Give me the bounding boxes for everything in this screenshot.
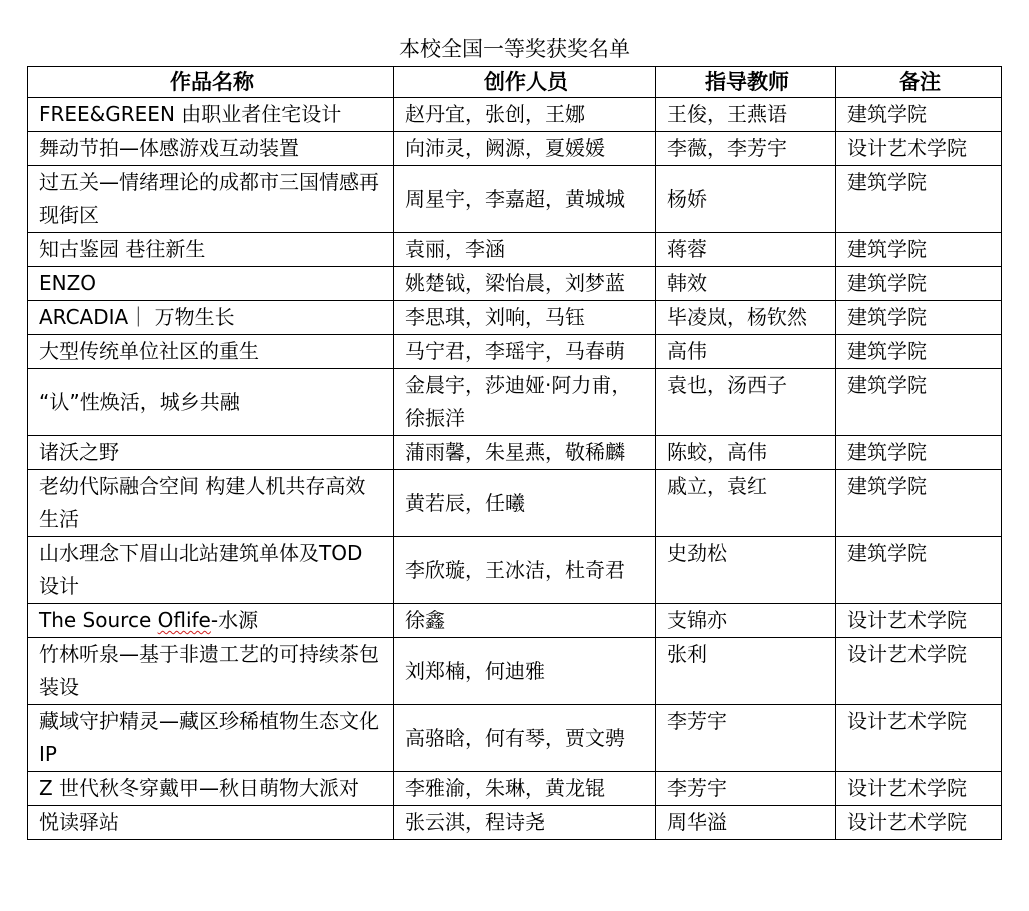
work-name-cell: 过五关—情绪理论的成都市三国情感再现街区 (28, 166, 394, 233)
note-cell: 建筑学院 (836, 301, 1002, 335)
work-name-cell: 舞动节拍—体感游戏互动装置 (28, 132, 394, 166)
creators-cell: 黄若辰，任曦 (394, 470, 656, 537)
note-cell: 建筑学院 (836, 436, 1002, 470)
creators-cell: 李欣璇，王冰洁，杜奇君 (394, 537, 656, 604)
table-header-row (28, 67, 1002, 98)
advisors-cell: 蒋蓉 (656, 233, 836, 267)
header-work-name: 作品名称 (28, 67, 394, 98)
creators-cell: 李思琪，刘响，马钰 (394, 301, 656, 335)
creators-cell: 高骆晗，何有琴，贾文骋 (394, 705, 656, 772)
work-name-cell: FREE&GREEN 由职业者住宅设计 (28, 98, 394, 132)
creators-cell: 李雅渝，朱琳，黄龙锟 (394, 772, 656, 806)
creators-cell: 徐鑫 (394, 604, 656, 638)
work-name-prefix: The Source (39, 608, 158, 632)
work-name-cell: 悦读驿站 (28, 806, 394, 840)
note-cell: 建筑学院 (836, 166, 1002, 233)
table-row (28, 369, 1002, 436)
work-name-cell: 诸沃之野 (28, 436, 394, 470)
note-cell: 设计艺术学院 (836, 772, 1002, 806)
table-row (28, 436, 1002, 470)
advisors-cell: 毕凌岚，杨钦然 (656, 301, 836, 335)
header-advisors: 指导教师 (656, 67, 836, 98)
note-cell: 建筑学院 (836, 267, 1002, 301)
table-row (28, 772, 1002, 806)
work-name-cell: 知古鉴园 巷往新生 (28, 233, 394, 267)
creators-cell: 袁丽，李涵 (394, 233, 656, 267)
work-name-cell: 山水理念下眉山北站建筑单体及TOD 设计 (28, 537, 394, 604)
table-row (28, 301, 1002, 335)
advisors-cell: 杨娇 (656, 166, 836, 233)
advisors-cell: 高伟 (656, 335, 836, 369)
work-name-cell: “认”性焕活，城乡共融 (28, 369, 394, 436)
work-name-cell: ENZO (28, 267, 394, 301)
table-row (28, 806, 1002, 840)
advisors-cell: 史劲松 (656, 537, 836, 604)
note-cell: 建筑学院 (836, 537, 1002, 604)
note-cell: 设计艺术学院 (836, 604, 1002, 638)
work-name-cell: 大型传统单位社区的重生 (28, 335, 394, 369)
advisors-cell: 支锦亦 (656, 604, 836, 638)
work-name-suffix: -水源 (210, 608, 259, 632)
work-name-cell: Z 世代秋冬穿戴甲—秋日萌物大派对 (28, 772, 394, 806)
note-cell: 设计艺术学院 (836, 806, 1002, 840)
table-row (28, 98, 1002, 132)
creators-cell: 张云淇，程诗尧 (394, 806, 656, 840)
work-name-cell: 藏域守护精灵—藏区珍稀植物生态文化 IP (28, 705, 394, 772)
advisors-cell: 陈蛟，高伟 (656, 436, 836, 470)
creators-cell: 赵丹宜，张创，王娜 (394, 98, 656, 132)
advisors-cell: 戚立，袁红 (656, 470, 836, 537)
work-name-cell: ARCADIA｜ 万物生长 (28, 301, 394, 335)
advisors-cell: 李芳宇 (656, 772, 836, 806)
table-row (28, 638, 1002, 705)
creators-cell: 马宁君，李瑶宇，马春萌 (394, 335, 656, 369)
advisors-cell: 袁也，汤西子 (656, 369, 836, 436)
document-title: 本校全国一等奖获奖名单 (399, 37, 630, 61)
table-row (28, 470, 1002, 537)
creators-cell: 蒲雨馨，朱星燕，敬稀麟 (394, 436, 656, 470)
header-note: 备注 (836, 67, 1002, 98)
table-row (28, 537, 1002, 604)
note-cell: 设计艺术学院 (836, 638, 1002, 705)
advisors-cell: 王俊，王燕语 (656, 98, 836, 132)
table-row (28, 705, 1002, 772)
advisors-cell: 李薇，李芳宇 (656, 132, 836, 166)
note-cell: 建筑学院 (836, 233, 1002, 267)
creators-cell: 姚楚钺，梁怡晨，刘梦蓝 (394, 267, 656, 301)
award-table (27, 66, 1002, 840)
table-row (28, 233, 1002, 267)
table-row (28, 267, 1002, 301)
spellcheck-underlined-word: Oflife (157, 608, 211, 632)
header-creators: 创作人员 (394, 67, 656, 98)
advisors-cell: 周华溢 (656, 806, 836, 840)
table-row (28, 335, 1002, 369)
advisors-cell: 李芳宇 (656, 705, 836, 772)
note-cell: 建筑学院 (836, 98, 1002, 132)
work-name-cell (28, 604, 394, 638)
note-cell: 建筑学院 (836, 369, 1002, 436)
note-cell: 建筑学院 (836, 335, 1002, 369)
advisors-cell: 韩效 (656, 267, 836, 301)
creators-cell: 周星宇，李嘉超，黄城城 (394, 166, 656, 233)
note-cell: 设计艺术学院 (836, 705, 1002, 772)
work-name-cell: 竹林听泉—基于非遗工艺的可持续茶包装设 (28, 638, 394, 705)
creators-cell: 刘郑楠，何迪雅 (394, 638, 656, 705)
note-cell: 建筑学院 (836, 470, 1002, 537)
advisors-cell: 张利 (656, 638, 836, 705)
creators-cell: 向沛灵，阙源，夏媛媛 (394, 132, 656, 166)
note-cell: 设计艺术学院 (836, 132, 1002, 166)
work-name-cell: 老幼代际融合空间 构建人机共存高效生活 (28, 470, 394, 537)
table-row (28, 604, 1002, 638)
creators-cell: 金晨宇，莎迪娅·阿力甫，徐振洋 (394, 369, 656, 436)
table-row (28, 166, 1002, 233)
table-row (28, 132, 1002, 166)
